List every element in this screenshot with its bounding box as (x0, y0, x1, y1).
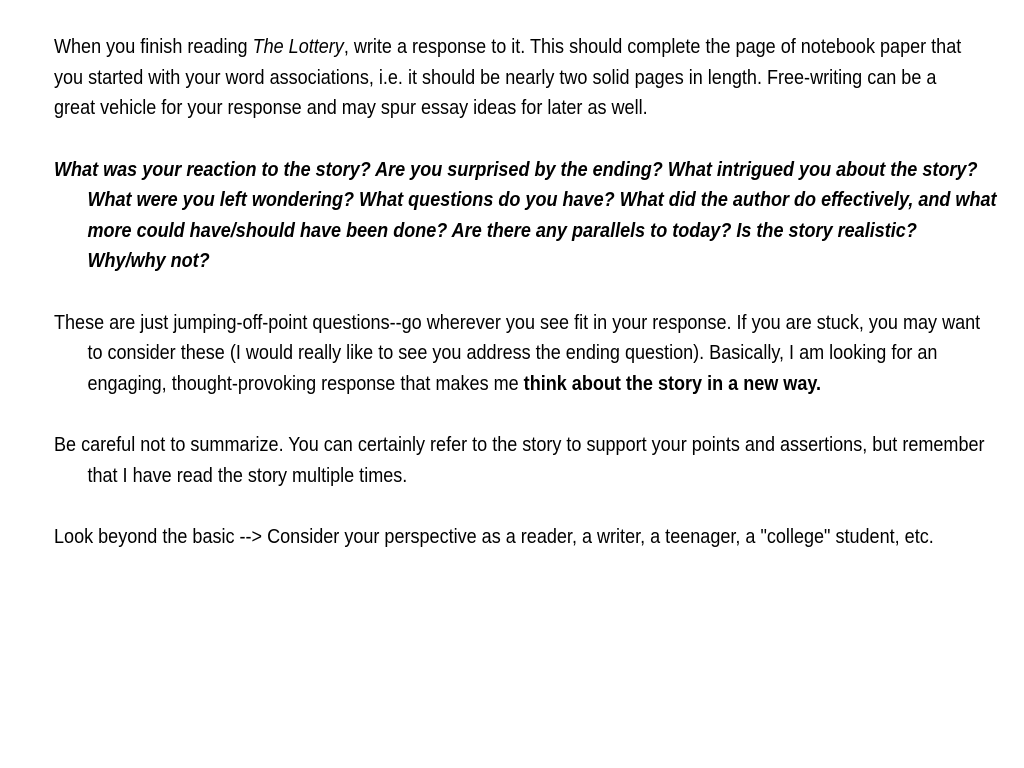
intro-text-start: When you finish reading (54, 35, 253, 58)
jumping-off-text: These are just jumping-off-point questions--go wherever you see fit in your response. If you are stuck, you may want to consider these (I would really like to see you address the ending question). Basically, I am looking for an engaging, thought-provoking response that makes me (54, 310, 981, 395)
jumping-off-paragraph (54, 308, 998, 400)
jumping-off-emphasis: think about the story in a new way. (523, 371, 822, 395)
questions-paragraph: What was your reaction to the story? Are you surprised by the ending? What intrigued you about the story? What were you left wondering? What questions do you have? What did the author do effectively, and what more could have/should have been done? Are there any parallels to today? Is the story realistic? Why/why not? (54, 157, 997, 272)
intro-text-end: , write a response to it. This should complete the page of notebook paper that you started with your word associations, i.e. it should be nearly two solid pages in length. Free-writing can be a great vehicle for your response and may spur essay ideas for later as well. (54, 35, 962, 119)
careful-paragraph: Be careful not to summarize. You can certainly refer to the story to support your points and assertions, but remember that I have read the story multiple times. (54, 433, 985, 487)
look-beyond-paragraph: Look beyond the basic --> Consider your perspective as a reader, a writer, a teenager, a "college" student, etc. (54, 525, 934, 548)
intro-paragraph (54, 32, 965, 124)
story-title: The Lottery (252, 35, 344, 58)
